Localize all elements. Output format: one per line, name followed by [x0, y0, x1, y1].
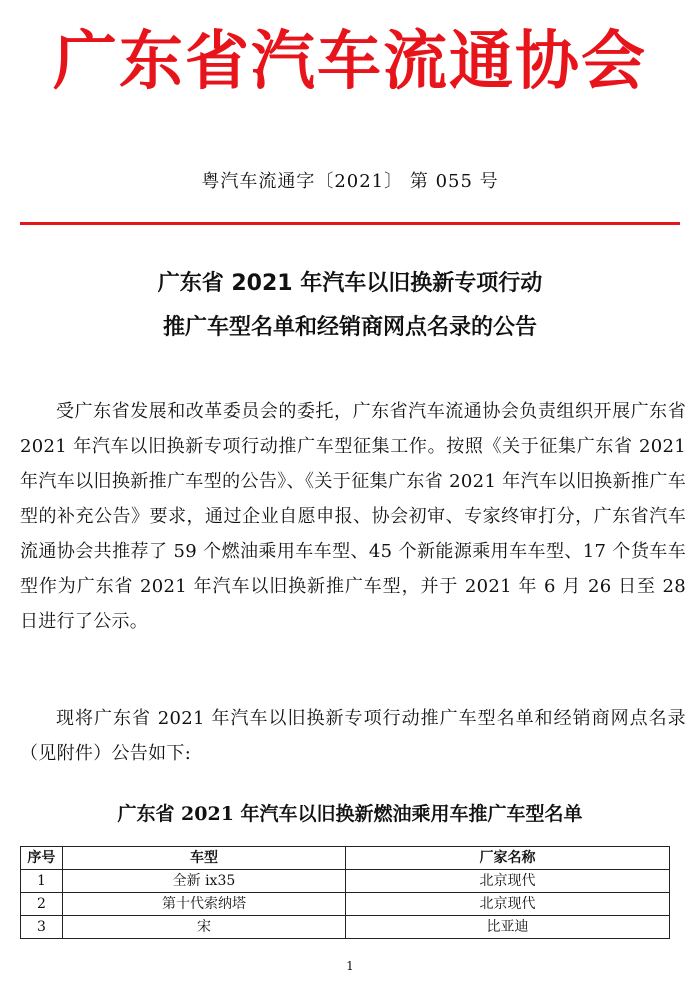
body-paragraph-1: 受广东省发展和改革委员会的委托，广东省汽车流通协会负责组织开展广东省 2021 年汽车以旧换新专项行动推广车型征集工作。按照《关于征集广东省 2021 年汽车以旧换新推广车型的公告》、《关于征集广东省 2021 年汽车以旧换新推广车型的补充公告》要求，通过企业自愿申报、协会初审、专家终审打分，广东省汽车流通协会共推荐了 59 个燃油乘用车车型、45 个新能源乘用车车型、17 个货车车型作为广东省 2021 年汽车以旧换新推广车型，并于 2021 年 6 月 26 日至 28 日进行了公示。	[20, 401, 686, 632]
cell-serial-number: 2	[21, 893, 63, 916]
cell-model: 第十代索纳塔	[62, 893, 345, 916]
cell-model: 宋	[62, 916, 345, 939]
cell-serial-number: 3	[21, 916, 63, 939]
document-title-line-1: 广东省 2021 年汽车以旧换新专项行动	[157, 271, 543, 296]
table-header-row	[21, 847, 670, 870]
header-model: 车型	[62, 847, 345, 870]
header-manufacturer: 厂家名称	[346, 847, 670, 870]
table-row	[21, 893, 670, 916]
page-number: 1	[346, 959, 354, 973]
table-row	[21, 870, 670, 893]
cell-manufacturer: 比亚迪	[346, 916, 670, 939]
table-row	[21, 916, 670, 939]
cell-model: 全新 ix35	[62, 870, 345, 893]
cell-manufacturer: 北京现代	[346, 870, 670, 893]
table-title: 广东省 2021 年汽车以旧换新燃油乘用车推广车型名单	[117, 803, 583, 825]
vehicle-model-table	[20, 846, 670, 939]
cell-manufacturer: 北京现代	[346, 893, 670, 916]
body-paragraph-2: 现将广东省 2021 年汽车以旧换新专项行动推广车型名单和经销商网点名录（见附件）公告如下:	[20, 708, 686, 764]
document-title-line-2: 推广车型名单和经销商网点名录的公告	[162, 315, 537, 340]
red-divider-line	[20, 222, 680, 225]
cell-serial-number: 1	[21, 870, 63, 893]
document-number: 粤汽车流通字〔2021〕 第 055 号	[201, 171, 499, 192]
header-serial-number: 序号	[21, 847, 63, 870]
organization-letterhead: 广东省汽车流通协会	[53, 24, 647, 99]
